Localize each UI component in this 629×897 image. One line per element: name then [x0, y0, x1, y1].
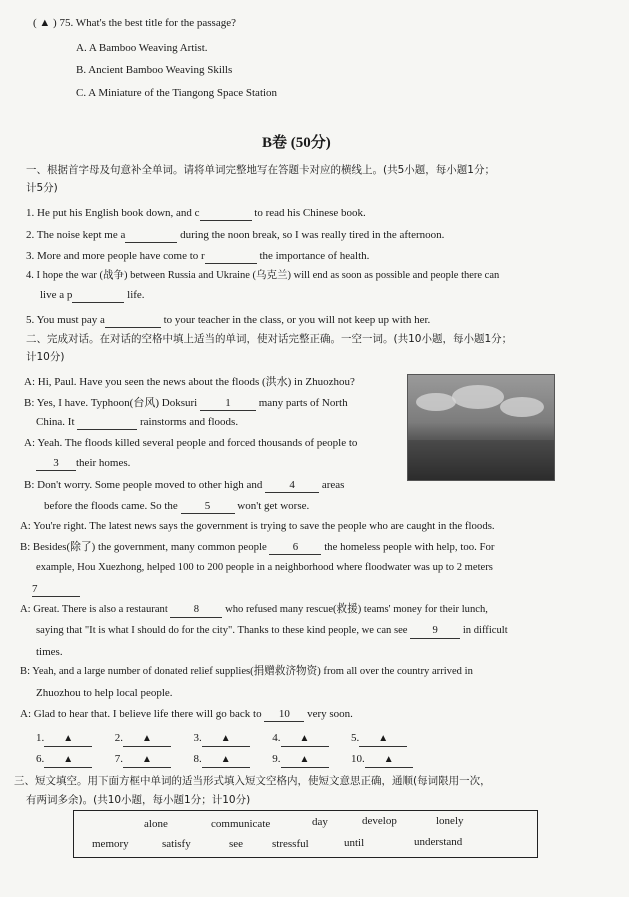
- answer-slot[interactable]: 7. ▲: [115, 752, 191, 768]
- word-item: until: [344, 837, 365, 849]
- answer-slot[interactable]: 8. ▲: [194, 752, 270, 768]
- flood-photo: [407, 374, 555, 481]
- dialog-line-14: times.: [36, 646, 63, 658]
- section-title: B卷 (50分): [262, 135, 331, 151]
- floodwater: [408, 440, 554, 480]
- answer-slot[interactable]: 6. ▲: [36, 752, 112, 768]
- blank-3[interactable]: [205, 249, 257, 264]
- blank-q5[interactable]: 5: [181, 499, 235, 514]
- word-box: [73, 810, 538, 858]
- dialog-line-9: B: Besides(除了) the government, many common people 6 the homeless people with help, too. For: [20, 541, 495, 553]
- dialog-line-5: 3 their homes.: [36, 456, 130, 471]
- smoke-cloud: [452, 385, 504, 409]
- sentence-2: 2. The noise kept me a during the noon break, so I was really tired in the afternoon.: [26, 229, 445, 241]
- option-c: C. A Miniature of the Tiangong Space Station: [76, 87, 278, 99]
- part3-instruction-cont: 有两词多余)。(共10小题，每小题1分；计10分): [26, 794, 251, 806]
- blank-1[interactable]: [200, 206, 252, 221]
- blank-q9[interactable]: 9: [410, 624, 460, 639]
- blank-q1[interactable]: 1: [200, 396, 256, 411]
- sentence-3: 3. More and more people have come to r the importance of health.: [26, 250, 370, 262]
- answer-slot[interactable]: 1. ▲: [36, 731, 112, 747]
- word-item: see: [229, 838, 244, 850]
- smoke-cloud: [500, 397, 544, 417]
- part1-instruction: 一、根据首字母及句意补全单词。请将单词完整地写在答题卡对应的横线上。(共5小题，每小题1分；: [26, 164, 495, 176]
- dialog-line-16: Zhuozhou to help local people.: [36, 687, 173, 699]
- option-a: A. A Bamboo Weaving Artist.: [76, 42, 208, 54]
- part1-instruction-cont: 计5分): [26, 182, 58, 194]
- dialog-line-3: China. It rainstorms and floods.: [36, 416, 239, 428]
- word-item: alone: [144, 818, 168, 830]
- answer-slot[interactable]: 9. ▲: [272, 752, 348, 768]
- blank-5[interactable]: [105, 313, 161, 328]
- blank-q10[interactable]: 10: [264, 707, 304, 722]
- blank-2[interactable]: [125, 228, 177, 243]
- word-item: satisfy: [162, 838, 191, 850]
- smoke-cloud: [416, 393, 456, 411]
- answer-slot[interactable]: 5. ▲: [351, 731, 427, 747]
- answer-row-1: [36, 731, 427, 747]
- word-item: understand: [414, 836, 463, 848]
- dialog-line-7: before the floods came. So the 5 won't get worse.: [44, 500, 310, 512]
- blank-q4[interactable]: 4: [265, 478, 319, 493]
- dialog-line-12: A: Great. There is also a restaurant 8 who refused many rescue(救援) teams' money for their lunch,: [20, 603, 488, 618]
- dialog-line-6: B: Don't worry. Some people moved to other high and 4 areas: [24, 479, 345, 491]
- word-item: day: [312, 816, 328, 828]
- part2-instruction-cont: 计10分): [26, 351, 65, 363]
- sentence-1: 1. He put his English book down, and c to read his Chinese book.: [26, 207, 366, 219]
- dialog-line-4: A: Yeah. The floods killed several people and forced thousands of people to: [24, 437, 358, 449]
- part3-instruction: 三、短文填空。用下面方框中单词的适当形式填入短文空格内，使短文意思正确，通顺(每词限用一次，: [14, 775, 491, 787]
- sentence-5: 5. You must pay a to your teacher in the class, or you will not keep up with her.: [26, 314, 431, 326]
- word-item: lonely: [436, 815, 464, 827]
- dialog-line-10: example, Hou Xuezhong, helped 100 to 200 people in a neighborhood where floodwater was up to 2 meters: [36, 562, 493, 573]
- sentence-4: 4. I hope the war (战争) between Russia and Ukraine (乌克兰) will end as soon as possible and people there can: [26, 270, 500, 281]
- dialog-line-13: saying that "It is what I should do for the city". Thanks to these kind people, we can see 9 in difficult: [36, 624, 508, 639]
- answer-row-2: [36, 752, 427, 768]
- word-item: communicate: [211, 818, 271, 830]
- dialog-line-11: [32, 582, 80, 597]
- dialog-line-15: B: Yeah, and a large number of donated relief supplies(捐赠救济物资) from all over the country arrived in: [20, 666, 473, 677]
- part2-instruction: 二、完成对话。在对话的空格中填上适当的单词，使对话完整正确。一空一词。(共10小题，每小题1分；: [26, 333, 513, 345]
- answer-slot[interactable]: 4. ▲: [272, 731, 348, 747]
- blank-q3[interactable]: 3: [36, 456, 76, 471]
- question-75-stem: ( ▲ ) 75. What's the best title for the passage?: [33, 17, 236, 29]
- word-item: stressful: [272, 838, 309, 850]
- blank-q7[interactable]: 7: [32, 582, 80, 597]
- blank-q2[interactable]: [77, 415, 137, 430]
- word-item: memory: [92, 838, 129, 850]
- sentence-4-cont: live a p life.: [40, 289, 145, 301]
- dialog-line-17: A: Glad to hear that. I believe life there will go back to 10 very soon.: [20, 708, 353, 720]
- word-item: develop: [362, 815, 397, 827]
- dialog-line-2: B: Yes, I have. Typhoon(台风) Doksuri 1 many parts of North: [24, 397, 348, 409]
- blank-q8[interactable]: 8: [170, 603, 222, 618]
- option-b: B. Ancient Bamboo Weaving Skills: [76, 64, 233, 76]
- blank-q6[interactable]: 6: [269, 540, 321, 555]
- answer-slot[interactable]: 2. ▲: [115, 731, 191, 747]
- answer-slot[interactable]: 3. ▲: [194, 731, 270, 747]
- answer-slot[interactable]: 10. ▲: [351, 752, 427, 768]
- dialog-line-8: A: You're right. The latest news says the government is trying to save the people who are caught in the floods.: [20, 520, 495, 532]
- blank-4[interactable]: [72, 288, 124, 303]
- dialog-line-1: A: Hi, Paul. Have you seen the news about the floods (洪水) in Zhuozhou?: [24, 376, 355, 388]
